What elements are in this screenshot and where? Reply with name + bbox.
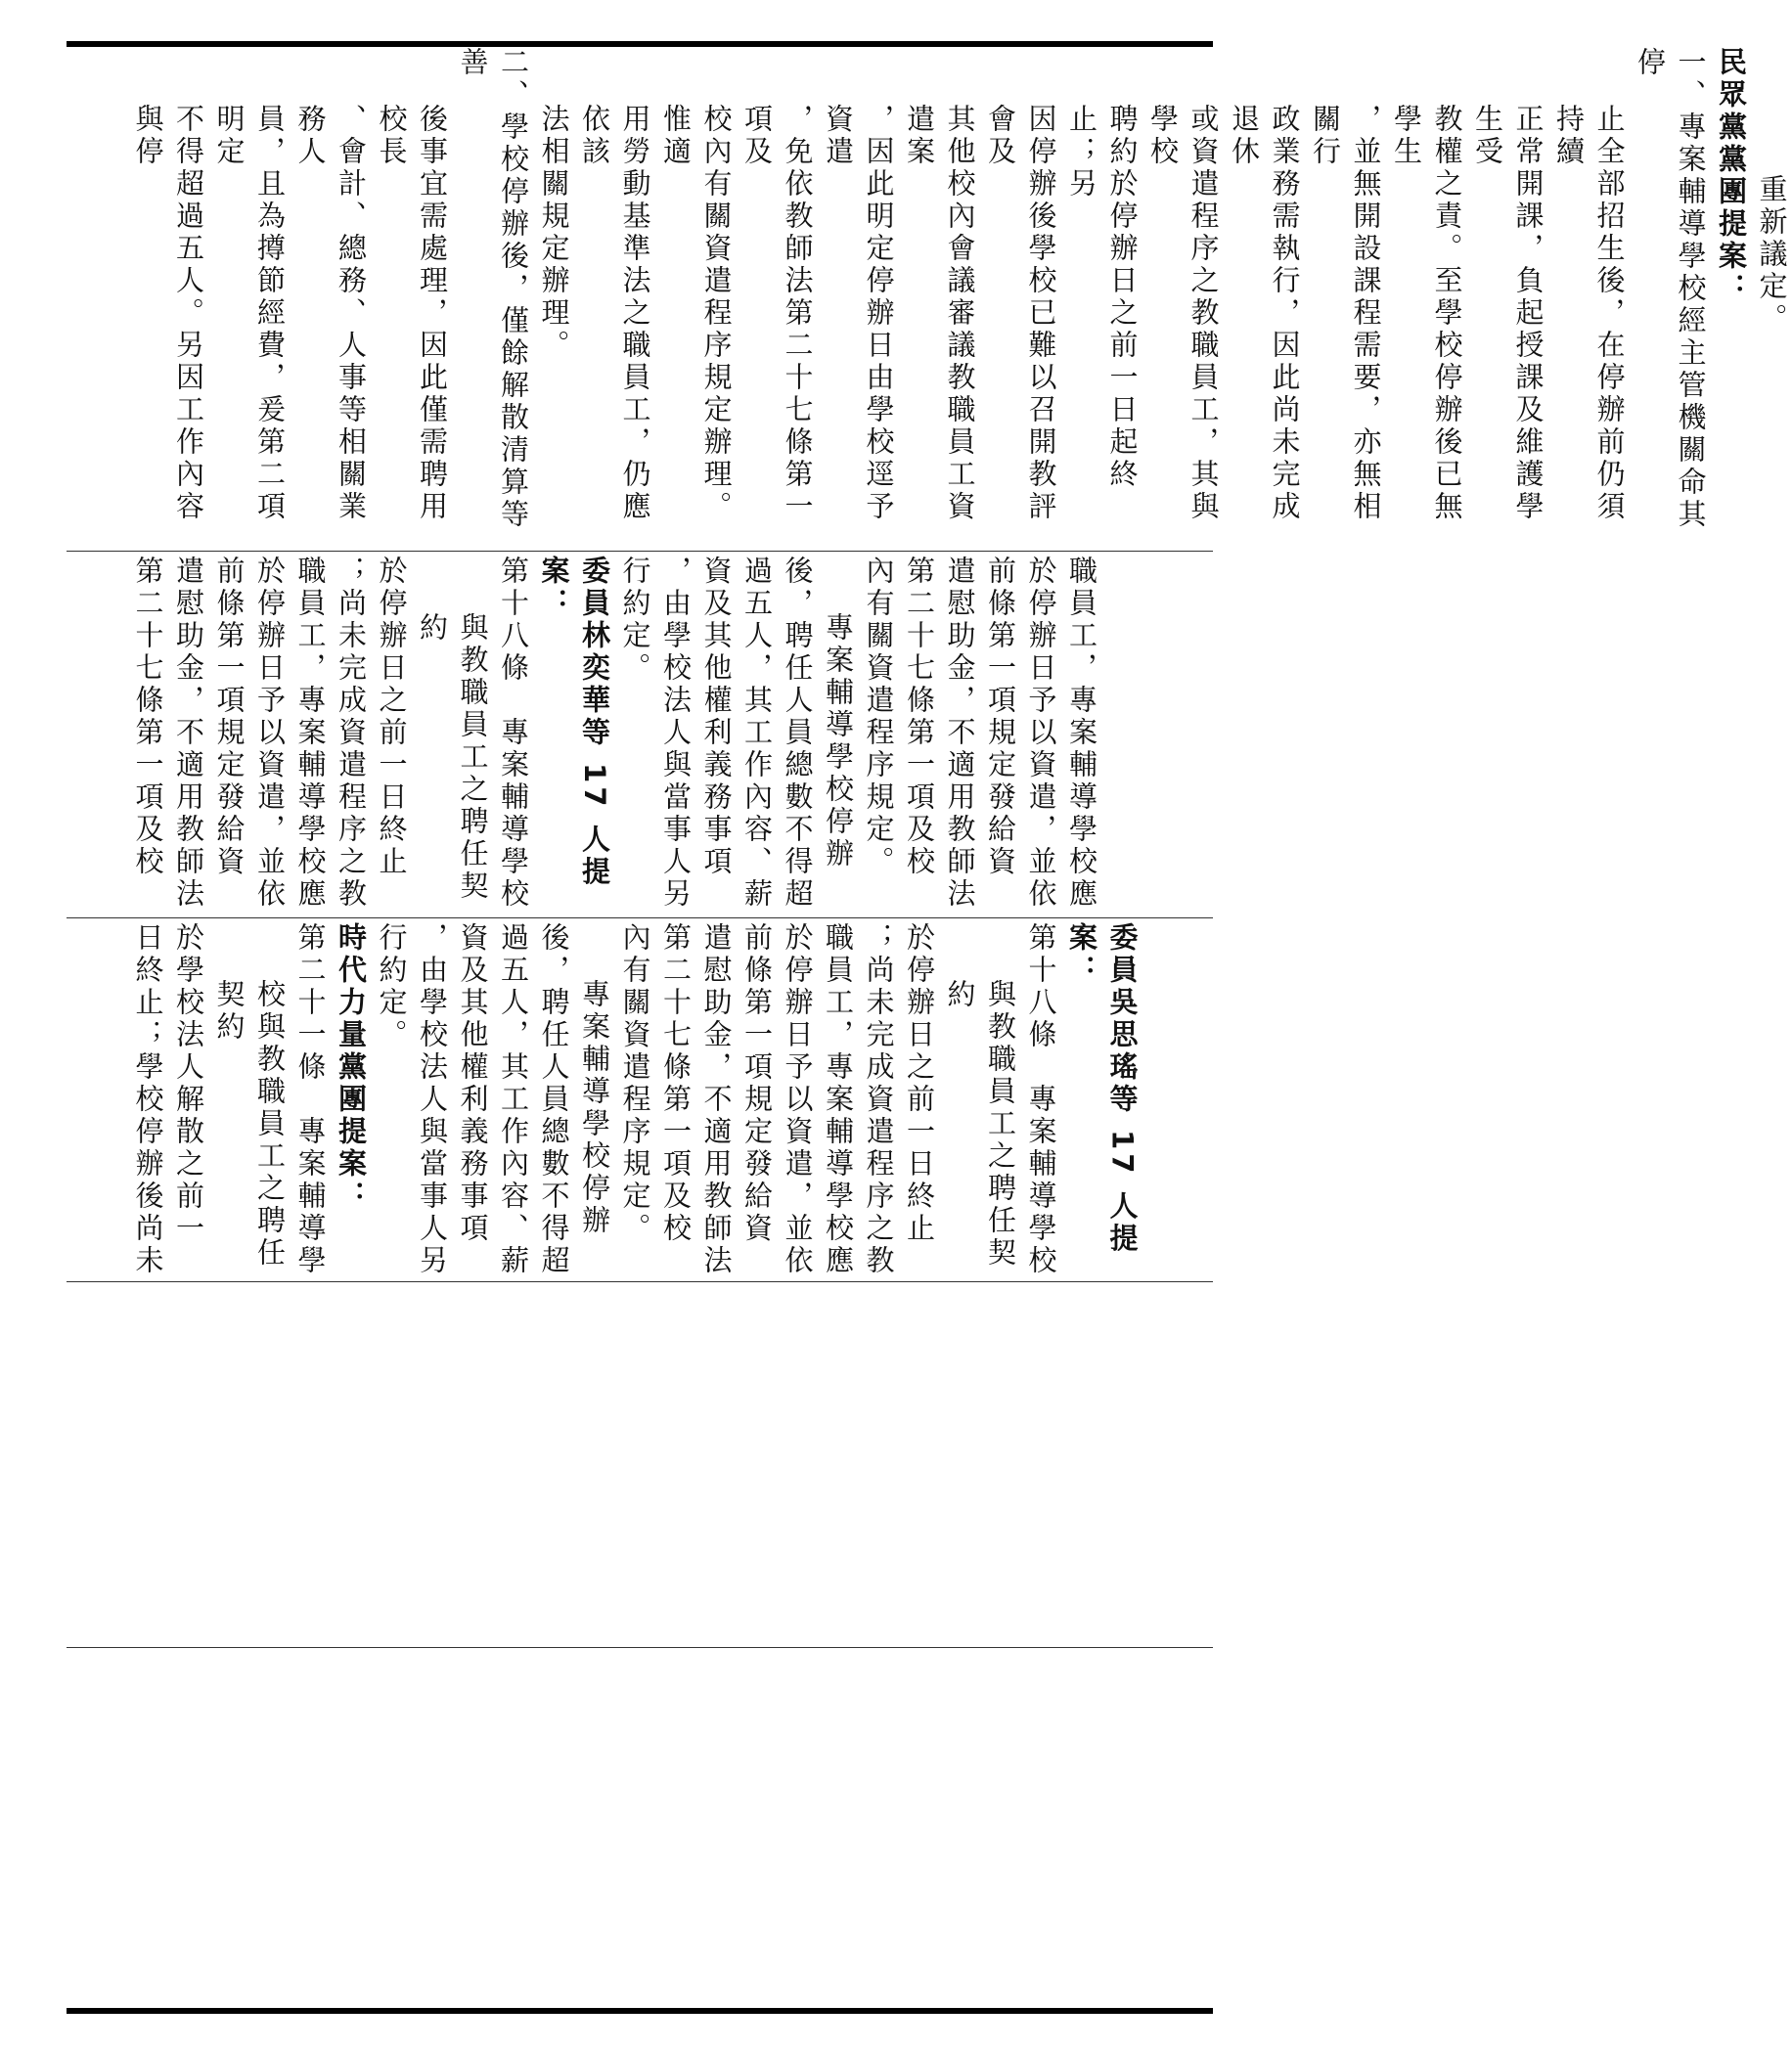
text-line: 其他校內會議審議教職員工資遣案 [903, 104, 977, 523]
text-line: 二、學校停辦後，僅餘解散清算等善 [456, 47, 530, 531]
text-line: 、會計、總務、人事等相關業務人 [293, 104, 368, 523]
text-line: 遣慰助金，不適用教師法 [172, 556, 205, 911]
text-line: 重新議定。 [1755, 174, 1789, 335]
text-line: 教權之責。至學校停辦後已無學生 [1390, 104, 1464, 523]
text-line: ，由學校法人與當事人另 [659, 556, 693, 911]
text-line: 職員工，專案輔導學校應 [293, 556, 328, 911]
text-line: ；尚未完成資遣程序之教 [335, 556, 368, 911]
column-left-text [127, 922, 1142, 1278]
text-line: 第二十七條第一項及校 [131, 556, 165, 878]
text-line: 一、專案輔導學校經主管機關命其停 [1634, 47, 1708, 531]
text-line: 或資遣程序之教職員工，其與學校 [1146, 104, 1221, 523]
text-line: 政業務需執行，因此尚未完成退休 [1228, 104, 1302, 523]
section-heading: 時代力量黨團提案： [335, 922, 368, 1213]
text-line: 專案輔導學校停辦 [578, 979, 611, 1237]
text-line: 遣慰助金，不適用教師法 [943, 556, 977, 911]
text-line: 專案輔導學校停辦 [822, 612, 855, 870]
text-line: ；尚未完成資遣程序之教 [862, 922, 896, 1277]
text-line: 於學校法人解散之前一 [172, 922, 205, 1245]
column-middle-text [127, 556, 1101, 914]
text-line: 法相關規定辦理。 [537, 104, 571, 362]
text-line: 職員工，專案輔導學校應 [822, 922, 855, 1277]
column-right [127, 47, 1789, 548]
text-line: 後，聘任人員總數不得超 [537, 922, 571, 1277]
text-line: 因停辦後學校已難以召開教評會及 [984, 104, 1058, 523]
section-heading: 民眾黨黨團提案： [1715, 47, 1748, 305]
text-line: 聘約於停辦日之前一日起終止；另 [1065, 104, 1140, 491]
text-line: 前條第一項規定發給資 [984, 556, 1017, 878]
text-line: 不得超過五人。另因工作內容與停 [131, 104, 205, 523]
text-line: 後事宜需處理，因此僅需聘用校長 [375, 104, 449, 523]
text-line: 止全部招生後，在停辦前仍須持續 [1552, 104, 1627, 523]
text-line: 於停辦日予以資遣，並依 [1024, 556, 1058, 911]
text-line: 內有關資遣程序規定。 [862, 556, 896, 878]
text-line: 過五人，其工作內容、薪 [740, 556, 774, 911]
text-line: 用勞動基準法之職員工，仍應依該 [578, 104, 652, 523]
text-line: 資及其他權利義務事項 [699, 556, 734, 878]
text-line: 日終止；學校停辦後尚未 [131, 922, 165, 1277]
text-line: 校與教職員工之聘任契約 [212, 979, 287, 1270]
text-line: ，免依教師法第二十七條第一項及 [740, 104, 815, 523]
text-line: 遣慰助金，不適用教師法 [699, 922, 734, 1277]
text-line: 後，聘任人員總數不得超 [781, 556, 815, 911]
text-line: 正常開課，負起授課及維護學生受 [1471, 104, 1546, 523]
text-line: 第十八條 專案輔導學校 [497, 556, 530, 911]
text-line: 與教職員工之聘任契約 [416, 612, 490, 903]
text-line: 資及其他權利義務事項 [456, 922, 490, 1245]
text-line: 第十八條 專案輔導學校 [1024, 922, 1058, 1277]
text-line: 前條第一項規定發給資 [212, 556, 246, 878]
text-line: 第二十七條第一項及校 [659, 922, 693, 1245]
text-line: 職員工，專案輔導學校應 [1065, 556, 1098, 911]
column-right-text [127, 47, 1792, 548]
text-line: ，由學校法人與當事人另 [416, 922, 449, 1277]
text-line: ，並無開設課程需要，亦無相關行 [1309, 104, 1383, 523]
section-heading: 委員林奕華等 17 人提案： [537, 556, 611, 889]
text-line: 於停辦日之前一日終止 [375, 556, 409, 878]
text-line: 前條第一項規定發給資 [740, 922, 774, 1245]
text-line: 與教職員工之聘任契約 [943, 979, 1017, 1270]
text-line: 於停辦日予以資遣，並依 [253, 556, 287, 911]
text-line: 於停辦日予以資遣，並依 [781, 922, 815, 1277]
text-line: 第二十七條第一項及校 [903, 556, 936, 878]
text-line: 於停辦日之前一日終止 [903, 922, 936, 1245]
text-line: ，因此明定停辦日由學校逕予資遣 [822, 104, 896, 523]
section-heading: 委員吳思瑤等 17 人提案： [1065, 922, 1140, 1256]
text-line: 內有關資遣程序規定。 [618, 922, 652, 1245]
text-line: 行約定。 [375, 922, 409, 1051]
text-line: 校內有關資遣程序規定辦理。惟適 [659, 104, 734, 523]
text-line: 行約定。 [618, 556, 652, 685]
column-left [127, 922, 1242, 1278]
text-line: 第二十一條 專案輔導學 [293, 922, 328, 1277]
text-line: 員，且為撙節經費，爰第二項明定 [212, 104, 287, 523]
column-middle [127, 556, 1242, 914]
text-line: 過五人，其工作內容、薪 [497, 922, 530, 1277]
